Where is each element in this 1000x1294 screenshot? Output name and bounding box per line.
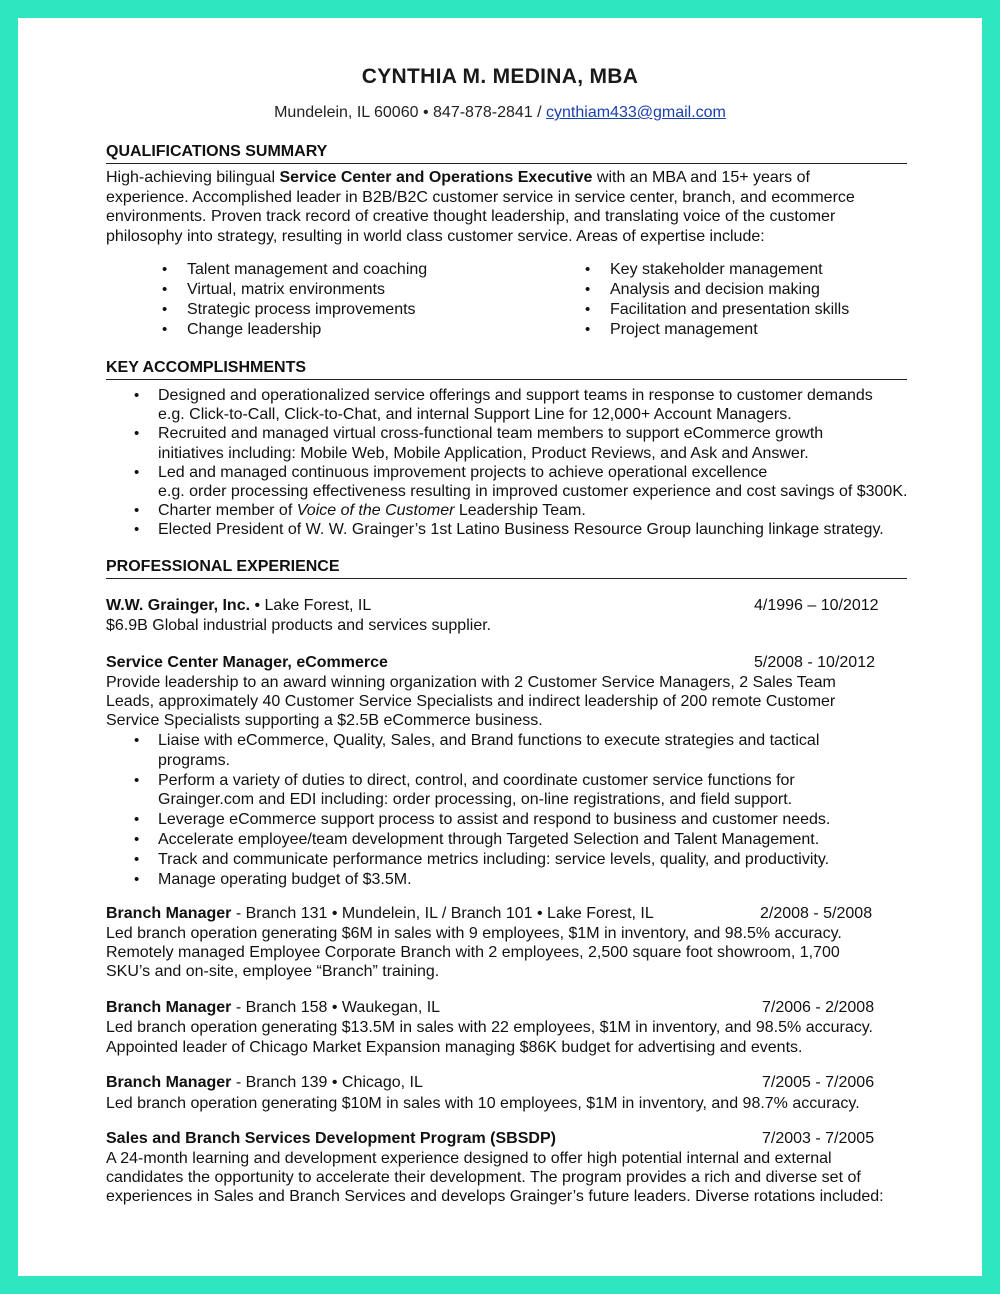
list-item: • Talent management and coaching — [162, 261, 428, 278]
qualifications-summary — [106, 168, 855, 246]
list-item: • Analysis and decision making — [585, 281, 820, 298]
list-item: • Virtual, matrix environments — [162, 281, 385, 298]
company-heading — [106, 597, 371, 615]
list-item: • Charter member of Voice of the Customer Leadership Team. — [134, 502, 586, 520]
list-item: • Project management — [585, 321, 758, 338]
slash: / — [537, 104, 542, 121]
role-description: Led branch operation generating $6M in sales with 9 employees, $1M in inventory, and 98.5% accuracy. Remotely managed Employee Corporate Branch with 2 employees, 2,500 square foot showroom, 1,700 SKU’s and on-site, employee “Branch” training. — [106, 925, 842, 980]
role-dates: 7/2005 - 7/2006 — [762, 1074, 875, 1091]
list-item: • Accelerate employee/team development through Targeted Selection and Talent Management. — [134, 830, 820, 848]
separator: • — [422, 104, 429, 121]
list-item: • Change leadership — [162, 321, 322, 338]
role-description: Led branch operation generating $10M in sales with 10 employees, $1M in inventory, and 98.7% accuracy. — [106, 1095, 860, 1112]
list-item-continued: programs. — [158, 751, 231, 769]
accomplishments-list — [134, 386, 908, 540]
company-location: • Lake Forest, IL — [250, 597, 372, 614]
experience-heading: PROFESSIONAL EXPERIENCE — [106, 558, 340, 575]
role-title: Sales and Branch Services Development Program (SBSDP) — [106, 1130, 556, 1147]
accomplishments-heading: KEY ACCOMPLISHMENTS — [106, 359, 307, 376]
summary-line: philosophy into strategy, resulting in world class customer service. Areas of expertise include: — [106, 227, 765, 245]
summary-line: High-achieving bilingual Service Center and Operations Executive with an MBA and 15+ years of — [106, 169, 810, 186]
expertise-left-list — [162, 260, 428, 340]
role-description: Provide leadership to an award winning organization with 2 Customer Service Managers, 2 Sales Team Leads, approximately 40 Customer Service Specialists and indirect leadership of 200 remote Customer Service Specialists supporting a $2.5B eCommerce business. — [106, 674, 836, 729]
expertise-right-list — [585, 260, 850, 340]
role-bullets — [134, 731, 831, 889]
list-item-continued: e.g. order processing effectiveness resulting in improved customer experience and cost savings of $300K. — [158, 483, 908, 501]
list-item: • Led and managed continuous improvement projects to achieve operational excellence — [134, 463, 768, 481]
role-description: A 24-month learning and development experience designed to offer high potential internal and external candidates the opportunity to accelerate their development. The program provides a rich and diverse set of experiences in Sales and Branch Services and develops Grainger’s future leaders. Diverse rotations included: — [106, 1150, 884, 1205]
section-divider — [106, 379, 907, 380]
summary-line: experience. Accomplished leader in B2B/B2C customer service in service center, branch, and ecommerce — [106, 188, 855, 206]
email-link[interactable]: cynthiam433@gmail.com — [546, 104, 726, 121]
list-item-continued: Grainger.com and EDI including: order processing, on-line registrations, and field support. — [158, 791, 793, 809]
list-item: • Leverage eCommerce support process to assist and respond to business and customer needs. — [134, 811, 831, 829]
company-dates: 4/1996 – 10/2012 — [754, 597, 879, 614]
candidate-name: CYNTHIA M. MEDINA, MBA — [361, 65, 639, 88]
list-item: • Elected President of W. W. Grainger’s 1st Latino Business Resource Group launching linkage strategy. — [134, 521, 884, 539]
section-divider — [106, 578, 907, 579]
role-description: Led branch operation generating $13.5M in sales with 22 employees, $1M in inventory, and 98.5% accuracy. Appointed leader of Chicago Market Expansion managing $86K budget for advertising and events. — [106, 1019, 873, 1056]
list-item-continued: e.g. Click-to-Call, Click-to-Chat, and internal Support Line for 12,000+ Account Managers. — [158, 406, 792, 424]
list-item: • Perform a variety of duties to direct, control, and coordinate customer service functions for — [134, 771, 795, 789]
list-item-continued: initiatives including: Mobile Web, Mobile Application, Product Reviews, and Ask and Answer. — [158, 444, 809, 462]
list-item: • Track and communicate performance metrics including: service levels, quality, and productivity. — [134, 850, 830, 868]
list-item: • Liaise with eCommerce, Quality, Sales, and Brand functions to execute strategies and tactical — [134, 732, 820, 749]
role-dates: 7/2003 - 7/2005 — [762, 1130, 875, 1147]
italic-team-name: Voice of the Customer — [296, 502, 455, 520]
role-dates: 7/2006 - 2/2008 — [762, 999, 875, 1016]
role-dates: 5/2008 - 10/2012 — [754, 654, 875, 671]
list-item: • Key stakeholder management — [585, 261, 823, 278]
contact-line — [0, 104, 1000, 122]
list-item: • Manage operating budget of $3.5M. — [134, 870, 412, 888]
company-name: W.W. Grainger, Inc. — [106, 597, 251, 614]
company-description: $6.9B Global industrial products and services supplier. — [106, 617, 492, 634]
role-dates: 2/2008 - 5/2008 — [760, 905, 873, 922]
qualifications-heading: QUALIFICATIONS SUMMARY — [106, 143, 328, 160]
list-item: • Recruited and managed virtual cross-functional team members to support eCommerce growth — [134, 425, 824, 443]
role-title: Service Center Manager, eCommerce — [106, 654, 388, 671]
phone: 847-878-2841 — [433, 104, 533, 121]
role-title: Branch Manager - Branch 139 • Chicago, IL — [106, 1074, 423, 1091]
role-title: Branch Manager - Branch 131 • Mundelein, IL / Branch 101 • Lake Forest, IL — [106, 905, 654, 922]
title-emphasis: Service Center and Operations Executive — [279, 169, 593, 186]
summary-line: environments. Proven track record of creative thought leadership, and translating voice of the customer — [106, 208, 836, 225]
list-item: • Facilitation and presentation skills — [585, 301, 850, 318]
section-divider — [106, 163, 907, 164]
list-item: • Strategic process improvements — [162, 301, 416, 318]
role-title: Branch Manager - Branch 158 • Waukegan, IL — [106, 999, 441, 1016]
list-item: • Designed and operationalized service offerings and support teams in response to customer demands — [134, 387, 873, 404]
location: Mundelein, IL 60060 — [274, 104, 419, 121]
